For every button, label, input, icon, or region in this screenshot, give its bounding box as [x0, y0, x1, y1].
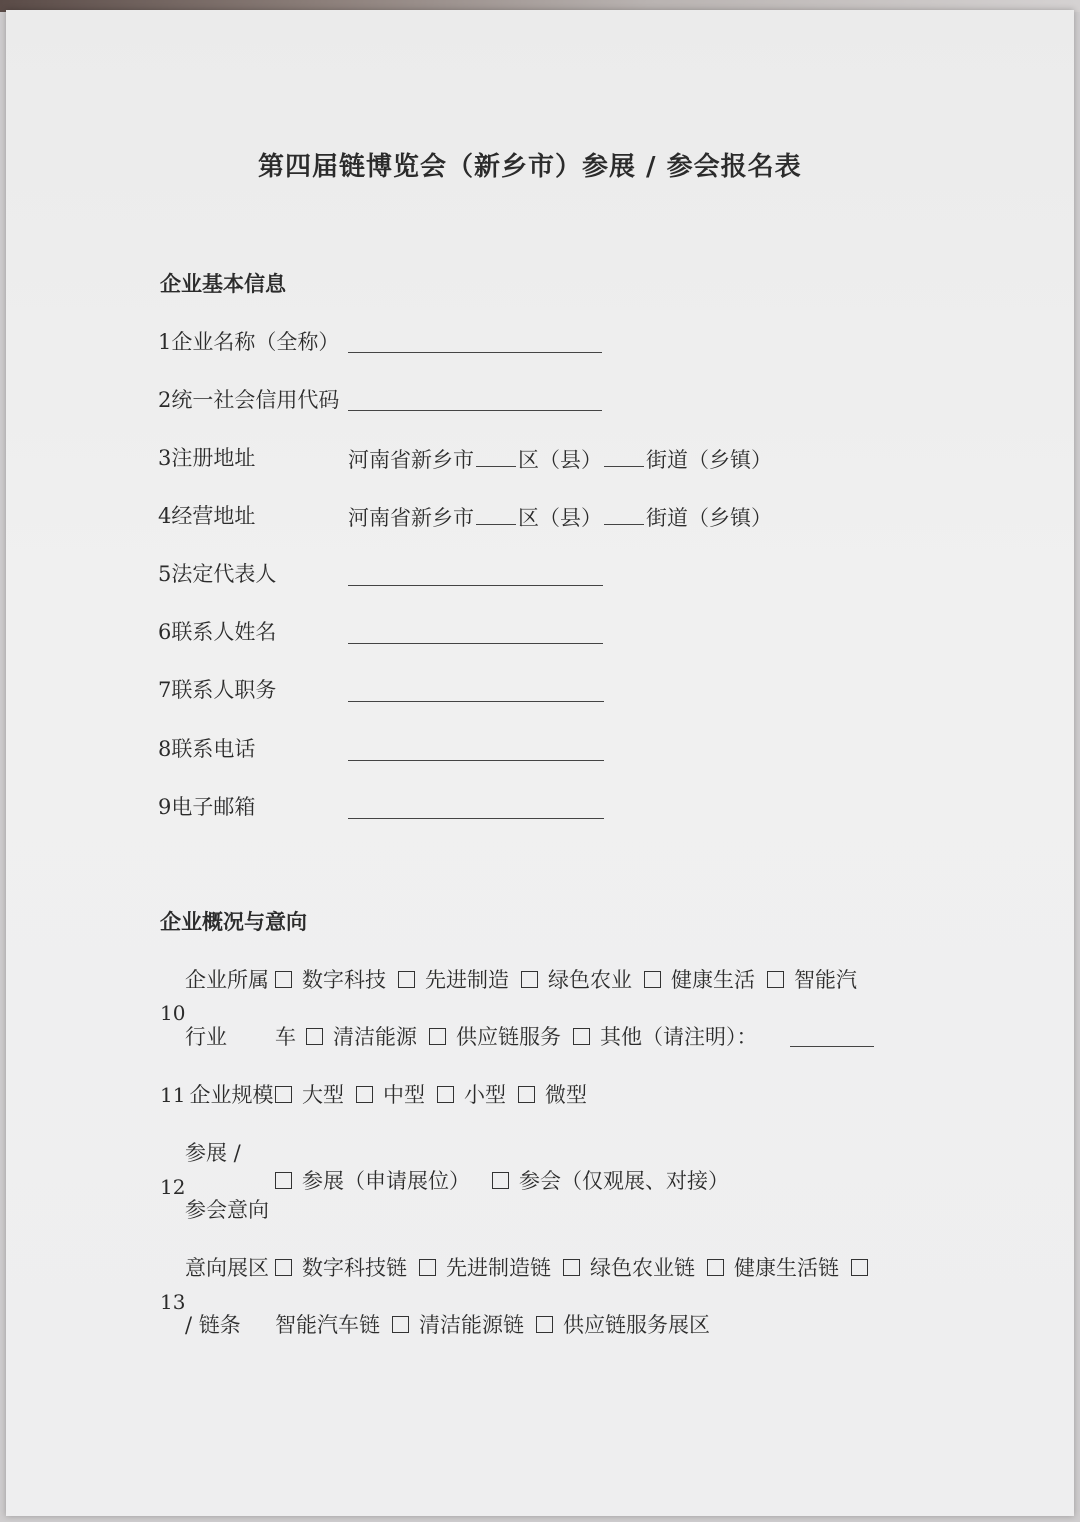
- option-other[interactable]: 其他（请注明）：: [573, 1025, 758, 1049]
- option-advanced-manufacturing[interactable]: 先进制造: [398, 968, 509, 992]
- section-heading-overview: 企业概况与意向: [160, 909, 307, 934]
- checkbox[interactable]: [275, 1086, 292, 1103]
- company-name-blank[interactable]: [348, 352, 602, 353]
- option-clean-energy[interactable]: 清洁能源: [306, 1025, 417, 1049]
- option-clean-energy-chain[interactable]: 清洁能源链: [392, 1313, 524, 1337]
- contact-name-blank[interactable]: [348, 643, 603, 644]
- q12-options: [275, 1169, 729, 1193]
- district-blank[interactable]: [476, 446, 516, 467]
- q10-options-line2: [275, 1025, 758, 1049]
- option-digital-tech-chain[interactable]: 数字科技链: [275, 1256, 407, 1280]
- option-supply-chain-zone[interactable]: 供应链服务展区: [536, 1313, 710, 1337]
- field-label-company-name: 1企业名称（全称）: [158, 330, 340, 354]
- question-number-12: 12: [160, 1175, 186, 1199]
- checkbox[interactable]: [429, 1028, 446, 1045]
- q10-label-line2: 行业: [185, 1025, 227, 1049]
- contact-title-blank[interactable]: [348, 701, 604, 702]
- field-label-credit-code: 2统一社会信用代码: [158, 388, 340, 412]
- registered-address-row: [348, 446, 772, 472]
- field-label-contact-name: 6联系人姓名: [158, 620, 277, 644]
- option-green-agriculture[interactable]: 绿色农业: [521, 968, 632, 992]
- form-title: 第四届链博览会（新乡市）参展 / 参会报名表: [258, 152, 802, 182]
- field-label-business-address: 4经营地址: [158, 504, 256, 528]
- option-attend[interactable]: 参会（仅观展、对接）: [492, 1169, 729, 1193]
- address-street: 街道（乡镇）: [646, 506, 772, 530]
- field-label-registered-address: 3注册地址: [158, 446, 256, 470]
- checkbox[interactable]: [536, 1316, 553, 1333]
- option-micro[interactable]: 微型: [518, 1083, 587, 1107]
- field-label-email: 9电子邮箱: [158, 795, 256, 819]
- checkbox[interactable]: [563, 1259, 580, 1276]
- option-medium[interactable]: 中型: [356, 1083, 425, 1107]
- q13-label-line2: / 链条: [185, 1313, 241, 1337]
- q10-label-line1: 企业所属: [185, 968, 269, 992]
- option-healthy-living-chain[interactable]: 健康生活链: [707, 1256, 839, 1280]
- checkbox[interactable]: [644, 971, 661, 988]
- field-label-phone: 8联系电话: [158, 737, 256, 761]
- checkbox[interactable]: [398, 971, 415, 988]
- option-smart-auto-chain[interactable]: 智能汽车链: [275, 1313, 380, 1337]
- q10-options-line1: [275, 968, 869, 992]
- option-supply-chain[interactable]: 供应链服务: [429, 1025, 561, 1049]
- checkbox[interactable]: [573, 1028, 590, 1045]
- other-industry-blank[interactable]: [790, 1046, 874, 1047]
- section-heading-basic-info: 企业基本信息: [160, 271, 286, 296]
- street-blank[interactable]: [604, 504, 644, 525]
- q13-options-line1: [275, 1256, 870, 1280]
- checkbox[interactable]: [275, 971, 292, 988]
- option-small[interactable]: 小型: [437, 1083, 506, 1107]
- question-number-10: 10: [160, 1001, 186, 1025]
- street-blank[interactable]: [604, 446, 644, 467]
- checkbox[interactable]: [275, 1172, 292, 1189]
- q11-label: 企业规模: [189, 1083, 274, 1107]
- option-advanced-manufacturing-chain[interactable]: 先进制造链: [419, 1256, 551, 1280]
- address-street: 街道（乡镇）: [646, 448, 772, 472]
- checkbox[interactable]: [392, 1316, 409, 1333]
- checkbox[interactable]: [419, 1259, 436, 1276]
- checkbox[interactable]: [767, 971, 784, 988]
- checkbox[interactable]: [518, 1086, 535, 1103]
- q13-label-line1: 意向展区: [185, 1256, 269, 1280]
- option-smart-auto[interactable]: 智能汽: [767, 968, 857, 992]
- option-healthy-living[interactable]: 健康生活: [644, 968, 755, 992]
- q13-options-line2: [275, 1313, 710, 1337]
- checkbox[interactable]: [851, 1259, 868, 1276]
- option-digital-tech[interactable]: 数字科技: [275, 968, 386, 992]
- q11-row: [160, 1083, 273, 1107]
- q12-label-line1: 参展 /: [185, 1141, 241, 1165]
- business-address-row: [348, 504, 772, 530]
- option-large[interactable]: 大型: [275, 1083, 344, 1107]
- q11-options: [275, 1083, 599, 1107]
- address-district: 区（县）: [518, 448, 602, 472]
- checkbox[interactable]: [306, 1028, 323, 1045]
- address-prefix: 河南省新乡市: [348, 448, 474, 472]
- checkbox[interactable]: [492, 1172, 509, 1189]
- email-blank[interactable]: [348, 818, 604, 819]
- field-label-contact-title: 7联系人职务: [158, 678, 277, 702]
- legal-rep-blank[interactable]: [348, 585, 603, 586]
- checkbox[interactable]: [275, 1259, 292, 1276]
- phone-blank[interactable]: [348, 760, 604, 761]
- credit-code-blank[interactable]: [348, 410, 602, 411]
- question-number-13: 13: [160, 1290, 186, 1314]
- field-label-legal-rep: 5法定代表人: [158, 562, 277, 586]
- checkbox[interactable]: [521, 971, 538, 988]
- checkbox[interactable]: [437, 1086, 454, 1103]
- question-number-11: 11: [160, 1083, 186, 1107]
- option-smart-auto-cont: 车: [275, 1025, 296, 1049]
- checkbox[interactable]: [356, 1086, 373, 1103]
- address-prefix: 河南省新乡市: [348, 506, 474, 530]
- option-exhibit[interactable]: 参展（申请展位）: [275, 1169, 470, 1193]
- address-district: 区（县）: [518, 506, 602, 530]
- district-blank[interactable]: [476, 504, 516, 525]
- q12-label-line2: 参会意向: [185, 1198, 269, 1222]
- checkbox[interactable]: [707, 1259, 724, 1276]
- option-green-agriculture-chain[interactable]: 绿色农业链: [563, 1256, 695, 1280]
